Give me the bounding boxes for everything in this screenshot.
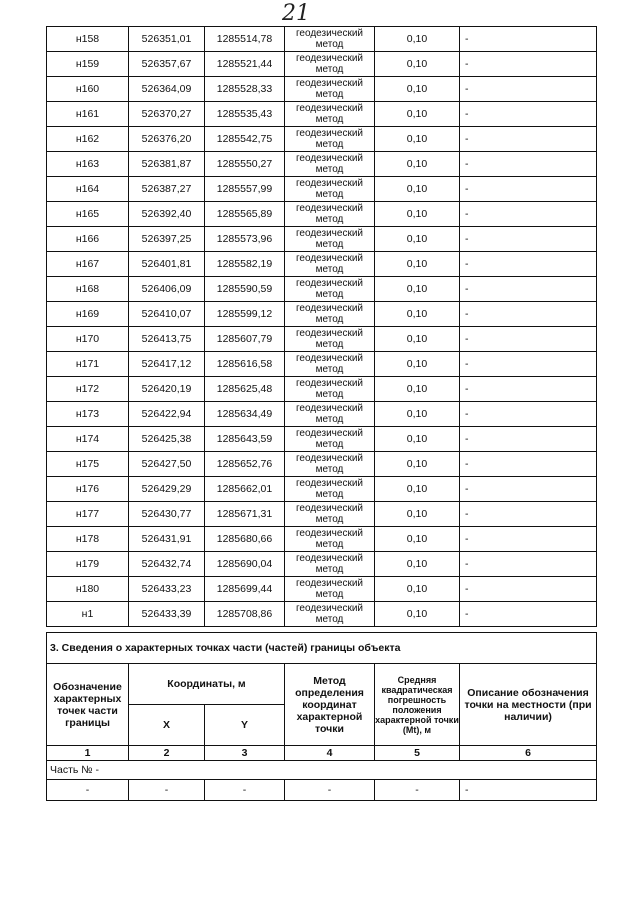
description-cell: -: [460, 402, 597, 427]
y-coord-cell: 1285557,99: [205, 177, 285, 202]
description-cell: -: [460, 302, 597, 327]
point-id-cell: н163: [47, 152, 129, 177]
col-number-6: 6: [460, 746, 597, 761]
y-coord-cell: 1285680,66: [205, 527, 285, 552]
x-coord-cell: 526410,07: [129, 302, 205, 327]
table-row: [47, 452, 597, 477]
x-coord-cell: 526387,27: [129, 177, 205, 202]
point-id-cell: н170: [47, 327, 129, 352]
point-id-cell: н168: [47, 277, 129, 302]
method-cell: геодезический метод: [285, 452, 375, 477]
y-coord-cell: 1285671,31: [205, 502, 285, 527]
accuracy-cell: 0,10: [375, 52, 460, 77]
description-cell: -: [460, 77, 597, 102]
accuracy-cell: 0,10: [375, 152, 460, 177]
table-row: [47, 102, 597, 127]
accuracy-cell: 0,10: [375, 327, 460, 352]
table-row: [47, 602, 597, 627]
point-id-cell: н171: [47, 352, 129, 377]
y-coord-cell: 1285582,19: [205, 252, 285, 277]
header-coordinates: Координаты, м: [129, 664, 285, 705]
y-coord-cell: 1285542,75: [205, 127, 285, 152]
point-id-cell: н179: [47, 552, 129, 577]
y-coord-cell: 1285514,78: [205, 27, 285, 52]
col-number-4: 4: [285, 746, 375, 761]
header-method: Метод определения координат характерной точки: [285, 664, 375, 746]
method-cell: геодезический метод: [285, 152, 375, 177]
x-coord-cell: 526381,87: [129, 152, 205, 177]
table-row: [47, 227, 597, 252]
description-cell: -: [460, 52, 597, 77]
accuracy-cell: 0,10: [375, 77, 460, 102]
x-coord-cell: 526376,20: [129, 127, 205, 152]
table-row: [47, 327, 597, 352]
method-cell: геодезический метод: [285, 602, 375, 627]
accuracy-cell: 0,10: [375, 427, 460, 452]
header-y: Y: [205, 705, 285, 746]
empty-cell-2: -: [129, 780, 205, 801]
table-row: [47, 477, 597, 502]
boundary-points-table: [46, 26, 597, 627]
description-cell: -: [460, 227, 597, 252]
description-cell: -: [460, 202, 597, 227]
point-id-cell: н167: [47, 252, 129, 277]
accuracy-cell: 0,10: [375, 527, 460, 552]
description-cell: -: [460, 327, 597, 352]
method-cell: геодезический метод: [285, 27, 375, 52]
table-row: [47, 377, 597, 402]
description-cell: -: [460, 577, 597, 602]
accuracy-cell: 0,10: [375, 27, 460, 52]
x-coord-cell: 526406,09: [129, 277, 205, 302]
method-cell: геодезический метод: [285, 52, 375, 77]
accuracy-cell: 0,10: [375, 352, 460, 377]
x-coord-cell: 526427,50: [129, 452, 205, 477]
table-row: [47, 577, 597, 602]
accuracy-cell: 0,10: [375, 202, 460, 227]
point-id-cell: н161: [47, 102, 129, 127]
table-row: [47, 502, 597, 527]
point-id-cell: н175: [47, 452, 129, 477]
description-cell: -: [460, 252, 597, 277]
method-cell: геодезический метод: [285, 477, 375, 502]
description-cell: -: [460, 477, 597, 502]
method-cell: геодезический метод: [285, 552, 375, 577]
empty-cell-4: -: [285, 780, 375, 801]
description-cell: -: [460, 277, 597, 302]
description-cell: -: [460, 352, 597, 377]
section3-table: [46, 632, 597, 801]
x-coord-cell: 526392,40: [129, 202, 205, 227]
y-coord-cell: 1285652,76: [205, 452, 285, 477]
method-cell: геодезический метод: [285, 77, 375, 102]
col-number-5: 5: [375, 746, 460, 761]
method-cell: геодезический метод: [285, 277, 375, 302]
x-coord-cell: 526431,91: [129, 527, 205, 552]
x-coord-cell: 526417,12: [129, 352, 205, 377]
method-cell: геодезический метод: [285, 527, 375, 552]
description-cell: -: [460, 152, 597, 177]
accuracy-cell: 0,10: [375, 452, 460, 477]
point-id-cell: н162: [47, 127, 129, 152]
table-row: [47, 552, 597, 577]
method-cell: геодезический метод: [285, 402, 375, 427]
y-coord-cell: 1285690,04: [205, 552, 285, 577]
table-row: [47, 152, 597, 177]
point-id-cell: н174: [47, 427, 129, 452]
point-id-cell: н178: [47, 527, 129, 552]
table-row: [47, 527, 597, 552]
y-coord-cell: 1285662,01: [205, 477, 285, 502]
point-id-cell: н158: [47, 27, 129, 52]
point-id-cell: н177: [47, 502, 129, 527]
method-cell: геодезический метод: [285, 202, 375, 227]
table-row: [47, 52, 597, 77]
table-row: [47, 352, 597, 377]
description-cell: -: [460, 427, 597, 452]
y-coord-cell: 1285607,79: [205, 327, 285, 352]
empty-cell-1: -: [47, 780, 129, 801]
description-cell: -: [460, 502, 597, 527]
description-cell: -: [460, 602, 597, 627]
method-cell: геодезический метод: [285, 327, 375, 352]
x-coord-cell: 526422,94: [129, 402, 205, 427]
page-number: 21: [282, 1, 310, 26]
table-row: [47, 277, 597, 302]
col-number-2: 2: [129, 746, 205, 761]
section3-title: 3. Сведения о характерных точках части (частей) границы объекта: [47, 633, 597, 664]
point-id-cell: н166: [47, 227, 129, 252]
method-cell: геодезический метод: [285, 352, 375, 377]
x-coord-cell: 526401,81: [129, 252, 205, 277]
method-cell: геодезический метод: [285, 577, 375, 602]
method-cell: геодезический метод: [285, 252, 375, 277]
description-cell: -: [460, 127, 597, 152]
accuracy-cell: 0,10: [375, 102, 460, 127]
method-cell: геодезический метод: [285, 302, 375, 327]
accuracy-cell: 0,10: [375, 227, 460, 252]
y-coord-cell: 1285634,49: [205, 402, 285, 427]
method-cell: геодезический метод: [285, 177, 375, 202]
description-cell: -: [460, 102, 597, 127]
y-coord-cell: 1285521,44: [205, 52, 285, 77]
accuracy-cell: 0,10: [375, 402, 460, 427]
x-coord-cell: 526357,67: [129, 52, 205, 77]
empty-cell-6: -: [460, 780, 597, 801]
x-coord-cell: 526420,19: [129, 377, 205, 402]
x-coord-cell: 526430,77: [129, 502, 205, 527]
accuracy-cell: 0,10: [375, 177, 460, 202]
accuracy-cell: 0,10: [375, 552, 460, 577]
description-cell: -: [460, 377, 597, 402]
header-designation: Обозначение характерных точек части границы: [47, 664, 129, 746]
y-coord-cell: 1285573,96: [205, 227, 285, 252]
accuracy-cell: 0,10: [375, 577, 460, 602]
x-coord-cell: 526351,01: [129, 27, 205, 52]
method-cell: геодезический метод: [285, 502, 375, 527]
point-id-cell: н176: [47, 477, 129, 502]
accuracy-cell: 0,10: [375, 502, 460, 527]
point-id-cell: н173: [47, 402, 129, 427]
x-coord-cell: 526364,09: [129, 77, 205, 102]
empty-cell-5: -: [375, 780, 460, 801]
description-cell: -: [460, 527, 597, 552]
point-id-cell: н169: [47, 302, 129, 327]
description-cell: -: [460, 27, 597, 52]
x-coord-cell: 526429,29: [129, 477, 205, 502]
header-accuracy: Средняя квадратическая погрешность положения характерной точки (Mt), м: [375, 664, 460, 746]
method-cell: геодезический метод: [285, 427, 375, 452]
point-id-cell: н159: [47, 52, 129, 77]
x-coord-cell: 526433,39: [129, 602, 205, 627]
description-cell: -: [460, 177, 597, 202]
header-x: X: [129, 705, 205, 746]
accuracy-cell: 0,10: [375, 602, 460, 627]
col-number-1: 1: [47, 746, 129, 761]
y-coord-cell: 1285616,58: [205, 352, 285, 377]
point-id-cell: н1: [47, 602, 129, 627]
table-row: [47, 27, 597, 52]
part-label: Часть № -: [47, 761, 597, 780]
accuracy-cell: 0,10: [375, 477, 460, 502]
y-coord-cell: 1285708,86: [205, 602, 285, 627]
table-row: [47, 302, 597, 327]
accuracy-cell: 0,10: [375, 277, 460, 302]
point-id-cell: н180: [47, 577, 129, 602]
empty-cell-3: -: [205, 780, 285, 801]
y-coord-cell: 1285699,44: [205, 577, 285, 602]
accuracy-cell: 0,10: [375, 377, 460, 402]
table-row: [47, 177, 597, 202]
y-coord-cell: 1285643,59: [205, 427, 285, 452]
point-id-cell: н165: [47, 202, 129, 227]
table-row: [47, 252, 597, 277]
accuracy-cell: 0,10: [375, 302, 460, 327]
x-coord-cell: 526433,23: [129, 577, 205, 602]
accuracy-cell: 0,10: [375, 252, 460, 277]
table-row: [47, 127, 597, 152]
point-id-cell: н164: [47, 177, 129, 202]
y-coord-cell: 1285535,43: [205, 102, 285, 127]
y-coord-cell: 1285528,33: [205, 77, 285, 102]
y-coord-cell: 1285550,27: [205, 152, 285, 177]
method-cell: геодезический метод: [285, 227, 375, 252]
x-coord-cell: 526397,25: [129, 227, 205, 252]
x-coord-cell: 526432,74: [129, 552, 205, 577]
x-coord-cell: 526370,27: [129, 102, 205, 127]
x-coord-cell: 526425,38: [129, 427, 205, 452]
method-cell: геодезический метод: [285, 102, 375, 127]
y-coord-cell: 1285625,48: [205, 377, 285, 402]
table-row: [47, 77, 597, 102]
method-cell: геодезический метод: [285, 377, 375, 402]
table-row: [47, 402, 597, 427]
table-row: [47, 427, 597, 452]
accuracy-cell: 0,10: [375, 127, 460, 152]
x-coord-cell: 526413,75: [129, 327, 205, 352]
point-id-cell: н172: [47, 377, 129, 402]
y-coord-cell: 1285599,12: [205, 302, 285, 327]
header-description: Описание обозначения точки на местности (при наличии): [460, 664, 597, 746]
col-number-3: 3: [205, 746, 285, 761]
point-id-cell: н160: [47, 77, 129, 102]
y-coord-cell: 1285565,89: [205, 202, 285, 227]
method-cell: геодезический метод: [285, 127, 375, 152]
table-row: [47, 202, 597, 227]
description-cell: -: [460, 552, 597, 577]
y-coord-cell: 1285590,59: [205, 277, 285, 302]
description-cell: -: [460, 452, 597, 477]
